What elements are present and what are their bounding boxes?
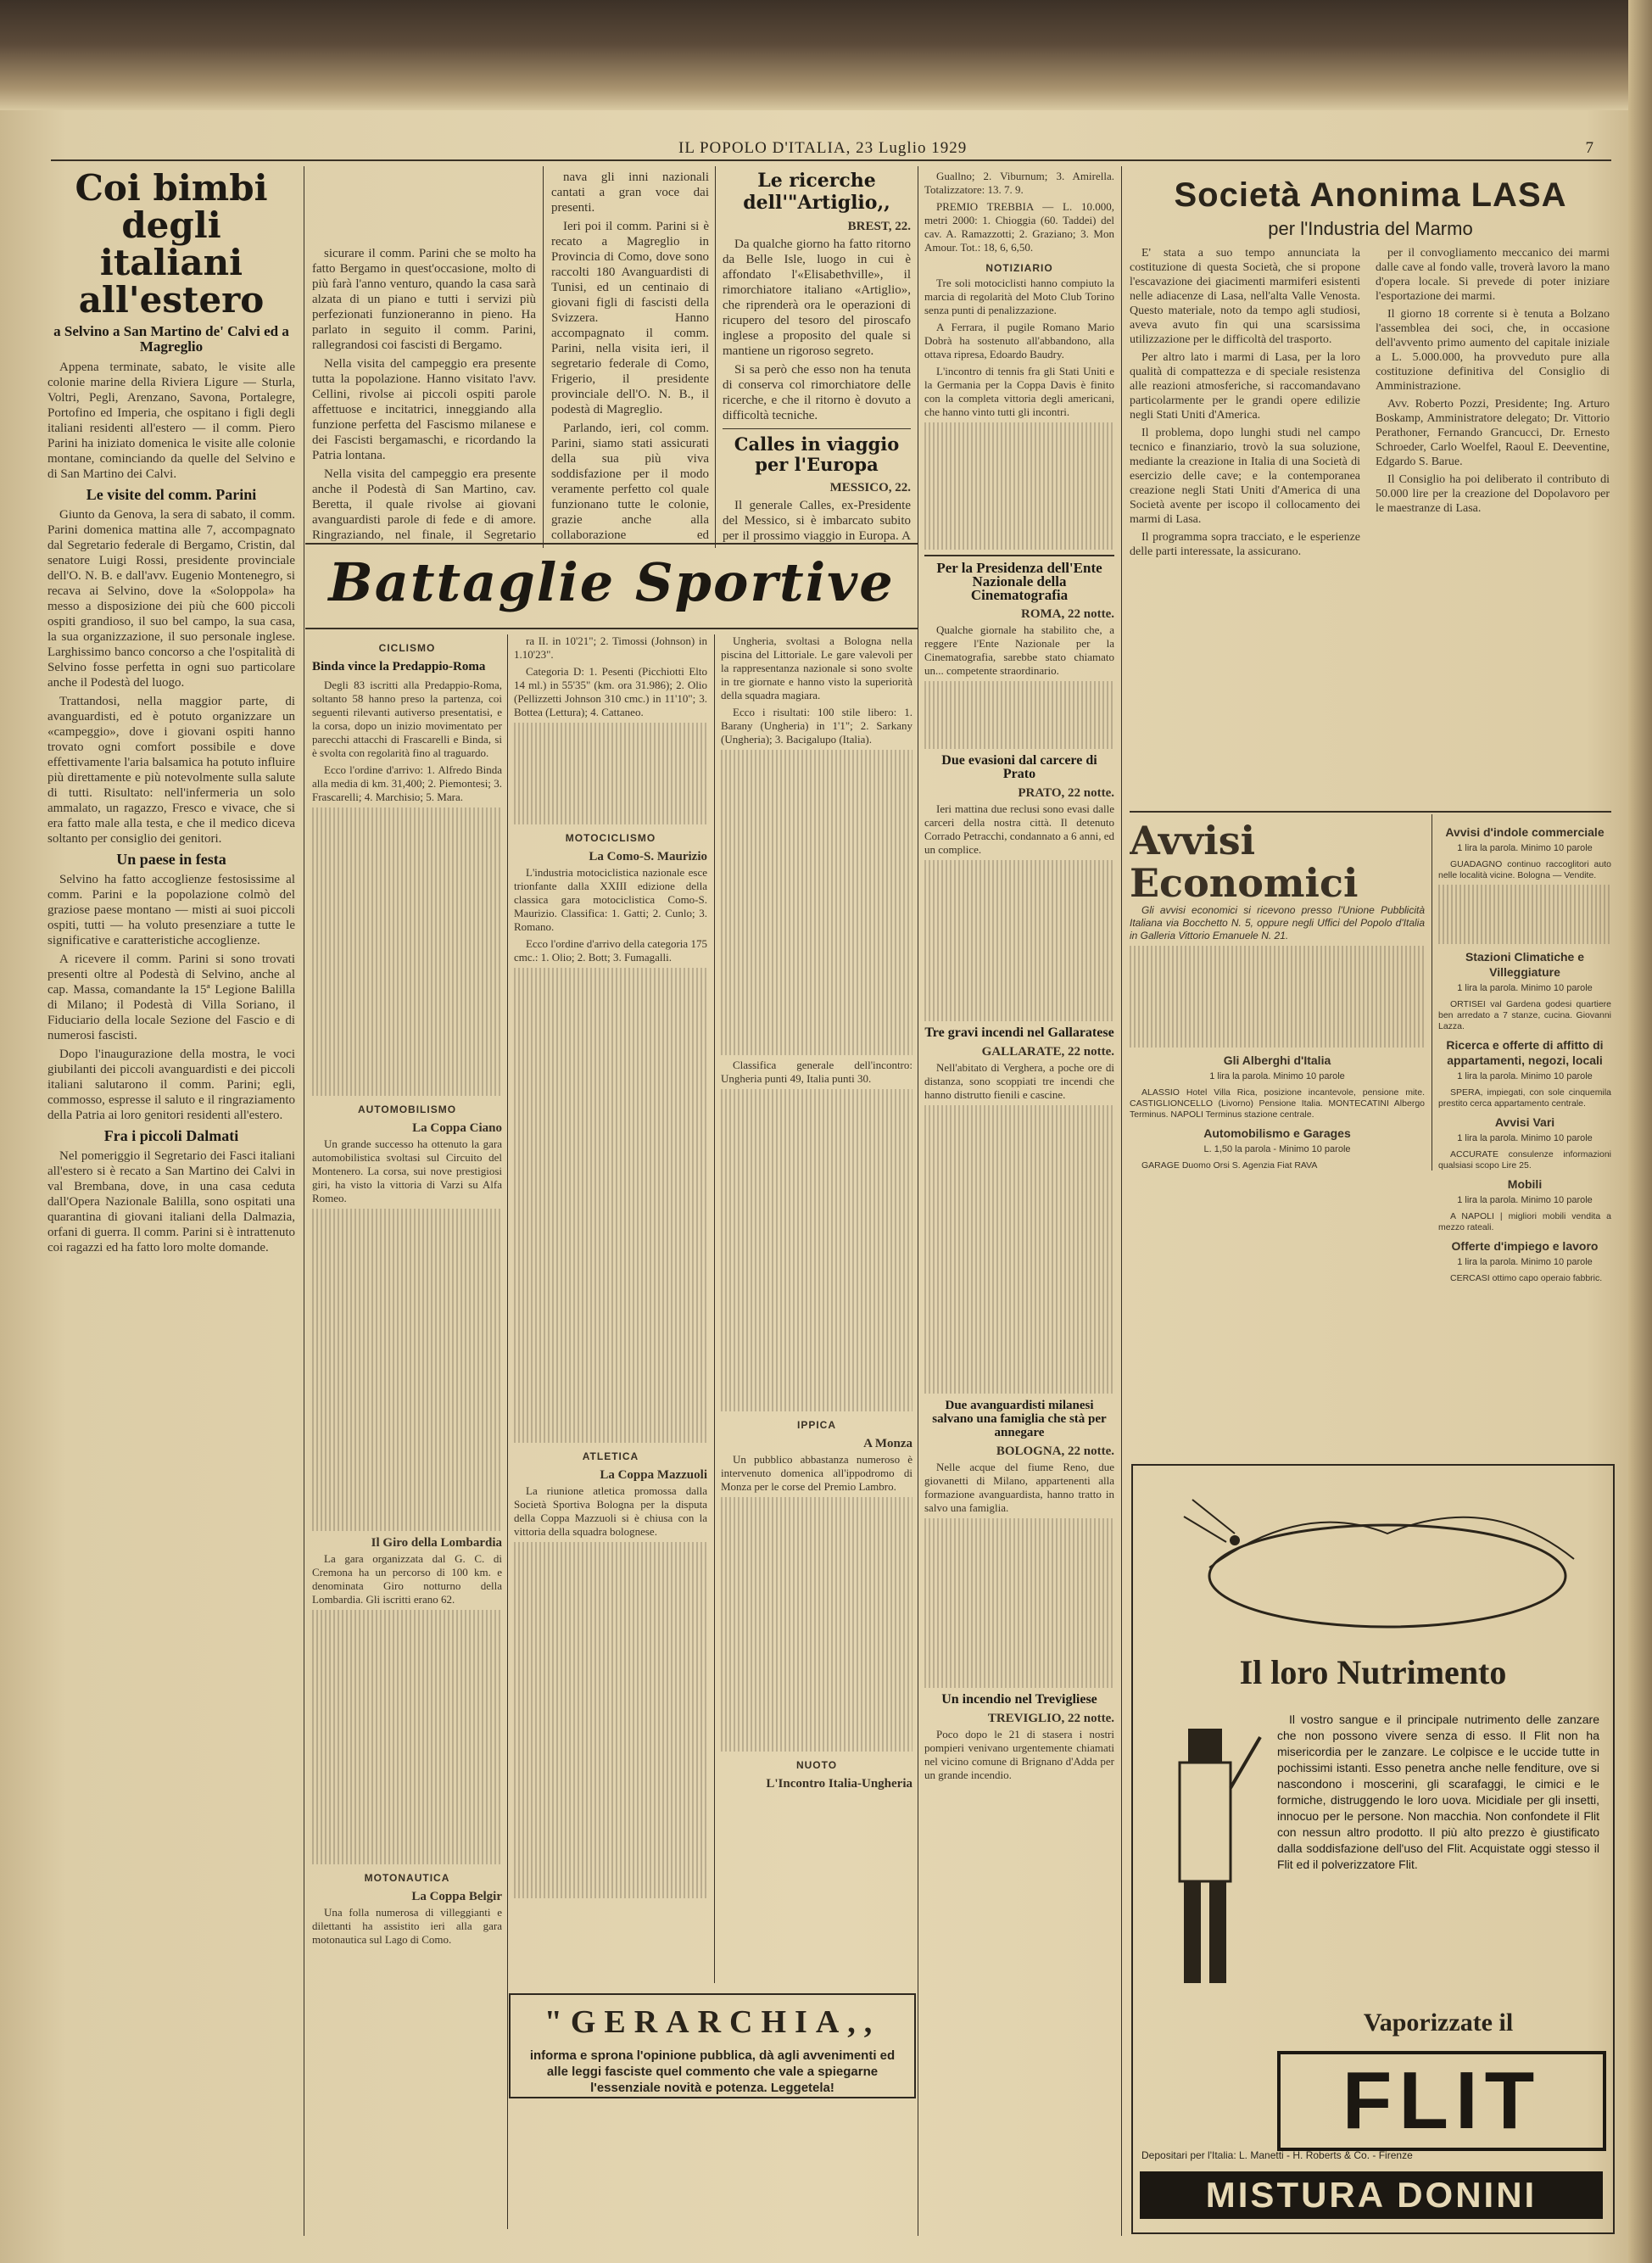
paragraph: Tre soli motociclisti hanno compiuto la marcia di regolarità del Moto Club Torino senza punti di penalizzazione. (924, 277, 1114, 316)
text-filler (1130, 946, 1425, 1048)
paragraph: Il vostro sangue e il principale nutrimento delle zanzare che non possono vivere senza di esso. Il Flit non ha misericordia per le zanzare. Le colpisce e le uccide tutte in pochissimi istanti. Esso penetra anche nelle fenditure, ove si nascondono i moscerini, gli scarafaggi, le cimici e le formiche, distruggendo le loro uova. Micidiale per gli insetti, innocuo per le persone. Non macchia. Non confondete il Flit con nessun altro prodotto. Il più alto prezzo è giustificato dalla soddisfazione dell'uso del Flit. Acquistate oggi stesso il Flit ed il polverizzatore Flit. (1277, 1713, 1599, 1871)
text-filler (312, 1610, 502, 1864)
ad-text: A NAPOLI | migliori mobili vendita a mezzo rateali. (1438, 1211, 1611, 1232)
sport-category: MOTOCICLISMO (565, 832, 656, 844)
text-filler (924, 422, 1114, 550)
article-title: Coi bimbi degli italiani all'estero (75, 170, 268, 321)
avvisi-intro: Gli avvisi economici si ricevono presso l'Unione Pubblicità Italiana via Bocchetto N. 5, oppure negli Uffici del Popolo d'Italia in Galleria Vittorio Emanuele N. 21. (1130, 904, 1425, 942)
sport-category: MOTONAUTICA (364, 1872, 450, 1884)
paragraph: Appena terminate, sabato, le visite alle colonie marine della Riviera Ligure — Sturla, Voltri, Pegli, Arenzano, Savona, Portalegre, Portofino ed Imperia, che ospitano i figli degli italiani residenti all'estero — il comm. Piero Parini ha iniziato domenica le visite alle colonie montane, cominciando da quelle del Selvino e di San Martino dei Calvi. (47, 360, 295, 481)
paragraph: Il Consiglio ha poi deliberato il contributo di 50.000 lire per la creazione del Dopolavoro per le maestranze di Lasa. (1376, 473, 1610, 515)
ad-price: L. 1,50 la parola - Minimo 10 parole (1203, 1144, 1351, 1154)
avvisi-categories (1438, 819, 1611, 1447)
ad-category: Automobilismo e Garages (1203, 1126, 1351, 1140)
paragraph: Una folla numerosa di villeggianti e dilettanti ha assistito ieri alla gara motonautica sul Lago di Como. (312, 1906, 502, 1946)
ad-price: 1 lira la parola. Minimo 10 parole (1209, 1071, 1345, 1081)
gerarchia-text: informa e sprona l'opinione pubblica, dà agli avvenimenti ed alle leggi fasciste quel commento che vale a spiegarne l'essenziale novità e potenza. Leggetela! (529, 2048, 896, 2095)
sports-title: Battaglie Sportive (328, 551, 895, 613)
paragraph: Nell'abitato di Verghera, a poche ore di distanza, sono scoppiati tre incendi che hanno distrutto fienili e cascine. (924, 1061, 1114, 1101)
soldier-illustration (1141, 1712, 1269, 2000)
ad-text: ACCURATE consulenze informazioni qualsiasi scopo Lire 25. (1438, 1149, 1611, 1171)
sports-column-1 (312, 634, 502, 2229)
paragraph: Ecco l'ordine d'arrivo: 1. Alfredo Binda alla media di km. 31,400; 2. Piemontesi; 3. Frascarelli; 4. Marchisio; 5. Mara. (312, 763, 502, 803)
paragraph: Un pubblico abbastanza numeroso è intervenuto domenica all'ippodromo di Monza per le corse del Premio Lambro. (721, 1453, 913, 1493)
column-notiziario (924, 170, 1114, 2231)
sports-column-3 (721, 634, 913, 1983)
mosquito-illustration (1133, 1466, 1613, 1652)
text-filler (721, 750, 913, 1055)
paragraph: Avv. Roberto Pozzi, Presidente; Ing. Arturo Boskamp, Amministratore delegato; Dr. Vittorio Perathoner, Fernando Grancucci, Dr. Ernesto Schroeder, Carlo Woelfel, Raoul E. Deeventine, Edgardo S. Barue. (1376, 398, 1610, 468)
ad-text: GUADAGNO continuo raccoglitori auto nelle località vicine. Bologna — Vendite. (1438, 859, 1611, 880)
lasa-article (1130, 170, 1611, 807)
dateline: ROMA, 22 notte. (1021, 607, 1114, 621)
paragraph: Per altro lato i marmi di Lasa, per la loro qualità di compattezza e di speciale resistenza alle reazioni atmosferiche, si raccomandavano particolarmente per le grandi opere edilizie negli Stati Uniti d'America. (1130, 351, 1360, 422)
paragraph: nava gli inni nazionali cantati a gran voce dai presenti. (551, 170, 709, 215)
text-filler (514, 1542, 707, 1898)
lasa-subtitle: per l'Industria del Marmo (1268, 218, 1473, 239)
sport-heading: Il Giro della Lombardia (371, 1536, 502, 1550)
paragraph: per il convogliamento meccanico dei marmi dalle cave al fondo valle, troverà lavoro la mano d'opera locale. Si prevede di poter iniziare l'esportazione dei marmi. (1376, 247, 1610, 303)
paragraph: Selvino ha fatto accoglienze festosissime al comm. Parini e la popolazione colmò del graziose paese montano — misti ai suoi piccoli ospiti, tutti — ha voluto presenziare a tutte le significative e caratteristiche accoglienze. (47, 873, 295, 947)
text-filler (721, 1497, 913, 1752)
paragraph: Ieri poi il comm. Parini si è recato a Magreglio in Provincia di Como, dove sono raccolti 180 Avanguardisti di Tunisi, ed un centinaio di giovani figli di fascisti della Svizzera. Hanno accompagnato il comm. Parini, nella visita ieri, il segretario federale di Como, Frigerio, il presidente provinciale dell'O. N. B., il podestà di Magreglio. (551, 220, 709, 416)
text-filler (924, 681, 1114, 749)
lasa-title: Società Anonima LASA (1174, 176, 1567, 214)
paragraph: PREMIO TREBBIA — L. 10.000, metri 2000: 1. Chioggia (60. Taddei) del cav. A. Ramazzotti; 2. Graziano; 3. Mon Amour. Tot.: 18, 6, 6,50. (924, 200, 1114, 254)
paragraph: Il problema, dopo lunghi studi nel campo tecnico e finanziario, trovò la sua soluzione, mediante la creazione in Italia di una Società di esercizio delle cave; e la contemporanea creazione negli Stati Uniti d'America di una Società avente per iscopo il collocamento dei marmi di Lasa. (1130, 427, 1360, 526)
flit-title: Il loro Nutrimento (1239, 1653, 1507, 1691)
article-title: Per la Presidenza dell'Ente Nazionale della Cinematografia (936, 560, 1102, 603)
paragraph: Qualche giornale ha stabilito che, a reggere l'Ente Nazionale per la Cinematografia, sarebbe stato chiamato un... competente straordinario. (924, 623, 1114, 677)
ad-category: Stazioni Climatiche e Villeggiature (1465, 950, 1585, 979)
ad-price: 1 lira la parola. Minimo 10 parole (1457, 1257, 1593, 1267)
article-title: Due avanguardisti milanesi salvano una famiglia che stà per annegare (932, 1399, 1107, 1439)
text-filler (924, 1105, 1114, 1394)
divider (1130, 811, 1611, 813)
paragraph: L'industria motociclistica nazionale esce trionfante dalla XXIII edizione della classica gara motociclistica Como-S. Maurizio. Classifica: 1. Gatti; 2. Cunlo; 3. Romano. (514, 866, 707, 933)
page-header (51, 139, 1611, 161)
avvisi-economici (1130, 819, 1425, 1176)
paragraph: Si sa però che esso non ha tenuta di conserva col rimorchiatore delle ricerche, e che il ritorno è dovuto a difficoltà tecniche. (723, 363, 911, 422)
paragraph: Ecco l'ordine d'arrivo della categoria 175 cmc.: 1. Olio; 2. Bott; 3. Fumagalli. (514, 937, 707, 964)
soldier-icon (1141, 1712, 1269, 2000)
text-filler (721, 1089, 913, 1411)
article-title: Calles in viaggio per l'Europa (734, 433, 900, 475)
dateline: TREVIGLIO, 22 notte. (987, 1712, 1114, 1725)
column-rule (507, 634, 508, 2229)
dateline: MESSICO, 22. (829, 481, 911, 495)
divider (305, 628, 918, 629)
paragraph: Ieri mattina due reclusi sono evasi dalle carceri della nostra città. Il detenuto Corrado Petracchi, condannato a 6 anni, ed un complice. (924, 802, 1114, 856)
paragraph: Nel pomeriggio il Segretario dei Fasci italiani all'estero si è recato a San Martino dei Calvi in val Brembana, dove, in una casa ceduta dall'Opera Nazionale Balilla, sono ospitati una quarantina di giovani italiani della Dalmazia, orfani di guerra. Il comm. Parini si è intrattenuto coi ragazzi ed ha fatto loro molte domande. (47, 1149, 295, 1254)
dateline: BREST, 22. (847, 220, 911, 233)
cloud-outline (1209, 1525, 1565, 1627)
sport-heading: La Coppa Belgir (411, 1890, 502, 1903)
ad-category: Mobili (1507, 1177, 1543, 1191)
article-coi-bimbi (47, 170, 295, 2231)
ad-category: Gli Alberghi d'Italia (1223, 1053, 1331, 1067)
paragraph: Un grande successo ha ottenuto la gara automobilistica svoltasi sul Circuito del Montenero. La corsa, sui nove prestigiosi giri, ha visto la vittoria di Varzi su Alfa Romeo. (312, 1137, 502, 1204)
publication-line: IL POPOLO D'ITALIA, 23 Luglio 1929 (678, 139, 968, 157)
article-continuation-2 (551, 170, 709, 543)
binding-edge (0, 0, 1652, 110)
paragraph: Il giorno 18 corrente si è tenuta a Bolzano l'assemblea dei soci, che, in occasione dell'avvento primo aumento del capitale iniziale a L. 5.000.000, ha provveduto pure alla costituzione definitiva del Consiglio di Amministrazione. (1376, 308, 1610, 393)
sport-category: ATLETICA (582, 1450, 639, 1462)
paragraph: Ecco i risultati: 100 stile libero: 1. Barany (Ungheria) in 1'1"; 2. Sarkany (Ungheria); 3. Bacigalupo (Italia). (721, 706, 913, 746)
text-filler (514, 723, 707, 824)
ad-text: SPERA, impiegati, con sole cinquemila prestito cerca appartamento centrale. (1438, 1087, 1611, 1109)
article-artiglio (723, 170, 911, 543)
page-number: 7 (1585, 139, 1594, 157)
sport-heading: Binda vince la Predappio-Roma (312, 660, 486, 673)
paragraph: ra II. in 10'21"; 2. Timossi (Johnson) in 1.10'23". (514, 634, 707, 661)
column-rule (543, 166, 544, 548)
article-continuation (312, 246, 536, 543)
paragraph: L'incontro di tennis fra gli Stati Uniti e la Germania per la Coppa Davis è finito con la completa vittoria degli americani, che hanno vinto tutti gli incontri. (924, 365, 1114, 418)
paragraph: Parlando, ieri, col comm. Parini, siamo stati assicurati della sua più viva soddisfazione per il modo veramente perfetto col quale funzionano tutte le colonie, grazie anche alla collaborazione ed (551, 422, 709, 542)
sports-column-2 (514, 634, 707, 2229)
sport-category: IPPICA (796, 1419, 836, 1431)
article-title: Le ricerche dell'"Artiglio,, (743, 170, 890, 214)
paragraph: Giunto da Genova, la sera di sabato, il comm. Parini domenica mattina alle 7, accompagnato dal Segretario federale di Bergamo, Cristin, dal senatore Luigi Rossi, presidente provinciale dell'O. N. B. e dall'avv. Eugenio Montenegro, si recava ai Selvino, dove la «Soloppola» ha messo a disposizione dei più che 600 piccoli ospiti grandioso, il suo bel campo, la sua casa, la sua organizzazione, il suo personale inglese. Larghissimo banco concorso a che l'ospitalità di Selvino fosse perfetta in ogni suo particolare anche il Podestà del luogo. (47, 508, 295, 690)
page-edge (1628, 0, 1652, 2263)
mosquito-icon (1184, 1500, 1235, 1542)
paragraph: Ungheria, svoltasi a Bologna nella piscina del Littoriale. Le gare valevoli per la rappresentanza nazionale si sono svolte in tre giornate e hanno visto la superiorità della squadra magiara. (721, 634, 913, 701)
ad-price: 1 lira la parola. Minimo 10 parole (1457, 843, 1593, 853)
ad-price: 1 lira la parola. Minimo 10 parole (1457, 1071, 1593, 1081)
divider (924, 555, 1114, 556)
text-filler (312, 807, 502, 1096)
text-filler (924, 860, 1114, 1021)
flit-text (1277, 1712, 1599, 2000)
ad-category: Offerte d'impiego e lavoro (1451, 1239, 1599, 1253)
ad-price: 1 lira la parola. Minimo 10 parole (1457, 1133, 1593, 1143)
paragraph: sicurare il comm. Parini che se molto ha fatto Bergamo in quest'occasione, molto di più farà l'anno venturo, quando la casa sarà alzata di un piano e tutti i servizi più perfezionati funzioneranno in pieno. Ha parlato in seguito il comm. Parini, rallegrandosi coi fascisti di Bergamo. (312, 247, 536, 352)
section-heading: Le visite del comm. Parini (86, 486, 257, 503)
sport-heading: La Como-S. Maurizio (589, 850, 707, 863)
flit-vap: Vaporizzate il (1363, 2009, 1514, 2037)
text-filler (312, 1209, 502, 1531)
paragraph: Poco dopo le 21 di stasera i nostri pompieri venivano urgentemente chiamati nel vicino comune di Brignano d'Adda per un grande incendio. (924, 1728, 1114, 1781)
ad-price: 1 lira la parola. Minimo 10 parole (1457, 1195, 1593, 1205)
lasa-column-right (1376, 246, 1610, 797)
dateline: PRATO, 22 notte. (1018, 786, 1114, 800)
section-heading: Un paese in festa (116, 851, 226, 868)
paragraph: Nella visita del campeggio era presente tutta la popolazione. Hanno visitato l'avv. Cellini, rivolse ai piccoli ospiti parole affettuose e incitatrici, inneggiando alla funzione perfetta del Fascismo milanese e dei Fascisti bergamaschi, e ricordando la Patria lontana. (312, 357, 536, 462)
paragraph: La riunione atletica promossa dalla Società Sportiva Bologna per la disputa della Coppa Mazzuoli si è chiusa con la vittoria della squadra bolognese. (514, 1484, 707, 1538)
paragraph: Trattandosi, nella maggior parte, di avanguardisti, ed è potuto organizzare un «campeggio», dove i giovani ospiti hanno trovato ogni comfort possibile e dove effettivamente l'aria balsamica ha potuto influire più direttamente e più notevolmente sulla salute di tutti. Risultato: nell'infermeria un solo ammalato, un ragazzo, Fresco e vivace, che si era fatto male alla testa, e che il medico diceva soltanto per consiglio dei genitori. (47, 695, 295, 846)
lasa-column-left (1130, 246, 1360, 797)
sport-heading: La Coppa Ciano (412, 1121, 502, 1135)
sport-category: AUTOMOBILISMO (357, 1104, 457, 1115)
paragraph: Classifica generale dell'incontro: Ungheria punti 49, Italia punti 30. (721, 1059, 913, 1085)
dateline: GALLARATE, 22 notte. (981, 1045, 1114, 1059)
article-title: Due evasioni dal carcere di Prato (941, 753, 1097, 781)
paragraph: Il generale Calles, ex-Presidente del Messico, si è imbarcato subito per il prossimo viaggio in Europa. A (723, 499, 911, 543)
column-rule (1121, 166, 1122, 2236)
dateline: BOLOGNA, 22 notte. (996, 1444, 1114, 1458)
sport-heading: A Monza (863, 1437, 913, 1450)
column-rule (714, 634, 715, 1983)
article-title: Un incendio nel Trevigliese (941, 1692, 1097, 1707)
paragraph: Nella visita del campeggio era presente anche il Podestà di San Martino, cav. Beretta, il quale rivolse ai giovani avanguardisti parole di fede e di amore. Ringraziando, nel finale, il Segretario (312, 467, 536, 542)
paragraph: Degli 83 iscritti alla Predappio-Roma, soltanto 58 hanno preso la partenza, coi seguenti rilevanti autiverso presentatisi, e la corsa, dopo un inizio movimentato per parecchi attacchi di Frascarelli e Binda, si è svolta con regolarità fino al traguardo. (312, 679, 502, 759)
sport-category: CICLISMO (378, 642, 436, 654)
mistura-donini-banner: MISTURA DONINI (1140, 2171, 1603, 2219)
section-heading: NOTIZIARIO (985, 262, 1053, 274)
divider (723, 428, 911, 429)
ad-price: 1 lira la parola. Minimo 10 parole (1457, 983, 1593, 993)
gerarchia-title: "GERARCHIA,, (544, 2004, 881, 2040)
ad-category: Avvisi Vari (1494, 1115, 1555, 1129)
paragraph: E' stata a suo tempo annunciata la costituzione di questa Società, che si propone l'escavazione dei giacimenti marmiferi esistenti nelle adiacenze di Lasa, nell'alta Valle Venosta. Questo materiale, noto da tempo agli studiosi, aveva avuto fin qui una scarsissima utilizzazione per le difficoltà del trasporto. (1130, 247, 1360, 346)
sport-category: NUOTO (795, 1759, 838, 1771)
section-heading: Fra i piccoli Dalmati (103, 1127, 239, 1144)
flit-depositari: Depositari per l'Italia: L. Manetti - H. Roberts & Co. - Firenze (1141, 2149, 1413, 2161)
gerarchia-ad (509, 1993, 916, 2098)
article-title: Tre gravi incendi nel Gallaratese (924, 1025, 1114, 1040)
paragraph: Guallno; 2. Viburnum; 3. Amirella. Totalizzatore: 13. 7. 9. (924, 170, 1114, 196)
divider (305, 543, 918, 545)
flit-brand: FLIT (1277, 2051, 1606, 2151)
paragraph: A ricevere il comm. Parini si sono trovati presenti oltre al Podestà di Selvino, anche al cap. Massa, comandante la 15ª Legione Balilla di Milano; il Podestà di Villa Soriano, il Fiduciario della locale Sezione del Fascio e di numerosi fascisti. (47, 953, 295, 1042)
paragraph: Da qualche giorno ha fatto ritorno da Belle Isle, luogo in cui è affondato l'«Elisabethville», il rimorchiatore italiano «Artiglio», che riprenderà ora le operazioni di ricupero del tesoro del piroscafo inglese a proposito del quale si mantiene un rigoroso segreto. (723, 237, 911, 358)
article-subtitle: a Selvino a San Martino de' Calvi ed a Magreglio (53, 323, 289, 355)
ad-category: Ricerca e offerte di affitto di appartamenti, negozi, locali (1446, 1038, 1604, 1067)
column-rule (715, 166, 716, 548)
sport-heading: La Coppa Mazzuoli (600, 1468, 707, 1482)
avvisi-title: Avvisi Economici (1130, 819, 1359, 906)
flit-ad (1131, 1464, 1615, 2234)
text-filler (1438, 885, 1611, 944)
ad-text: CERCASI ottimo capo operaio fabbric. (1450, 1273, 1603, 1283)
ad-text: ALASSIO Hotel Villa Rica, posizione incantevole, pensione mite. CASTIGLIONCELLO (Livorno) Pensione Italia. MONTECATINI Albergo Terminus. NAPOLI Terminus stazione centrale. (1130, 1087, 1425, 1120)
paragraph: Dopo l'inaugurazione della mostra, le voci giubilanti dei piccoli avanguardisti e dei piccoli italiani salutarono il comm. Parini; egli, commosso, espresse il saluto e il ringraziamento della Patria ai loro genitori residenti all'estero. (47, 1048, 295, 1122)
paragraph: Nelle acque del fiume Reno, due giovanetti di Milano, appartenenti alla formazione avanguardista, hanno tratto in salvo una famiglia. (924, 1461, 1114, 1514)
ad-category: Avvisi d'indole commerciale (1445, 825, 1605, 839)
paragraph: A Ferrara, il pugile Romano Mario Dobrà ha sostenuto all'abbandono, alla ottava ripresa, Edoardo Baudry. (924, 321, 1114, 360)
sport-heading: L'Incontro Italia-Ungheria (766, 1777, 913, 1791)
paragraph: Categoria D: 1. Pesenti (Picchiotti Elto 14 ml.) in 55'35" (km. ora 31.986); 2. Olio (Pellizzetti Johnson 310 cmc.) in 11'10"; 3. Bottea (Lettura); 4. Cattaneo. (514, 665, 707, 718)
paragraph: Il programma sopra tracciato, e le esperienze delle parti interessate, la assicurano. (1130, 531, 1360, 558)
ad-text: ORTISEI val Gardena godesi quartiere ben arredato a 7 stanze, cucina. Giovanni Lazza. (1438, 999, 1611, 1031)
text-filler (924, 1518, 1114, 1688)
text-filler (514, 968, 707, 1443)
mosquito-body-icon (1230, 1535, 1240, 1545)
paragraph: La gara organizzata dal G. C. di Cremona ha un percorso di 100 km. e denominata Giro notturno della Lombardia. Gli iscritti erano 62. (312, 1552, 502, 1606)
ad-text: GARAGE Duomo Orsi S. Agenzia Fiat RAVA (1141, 1160, 1318, 1171)
